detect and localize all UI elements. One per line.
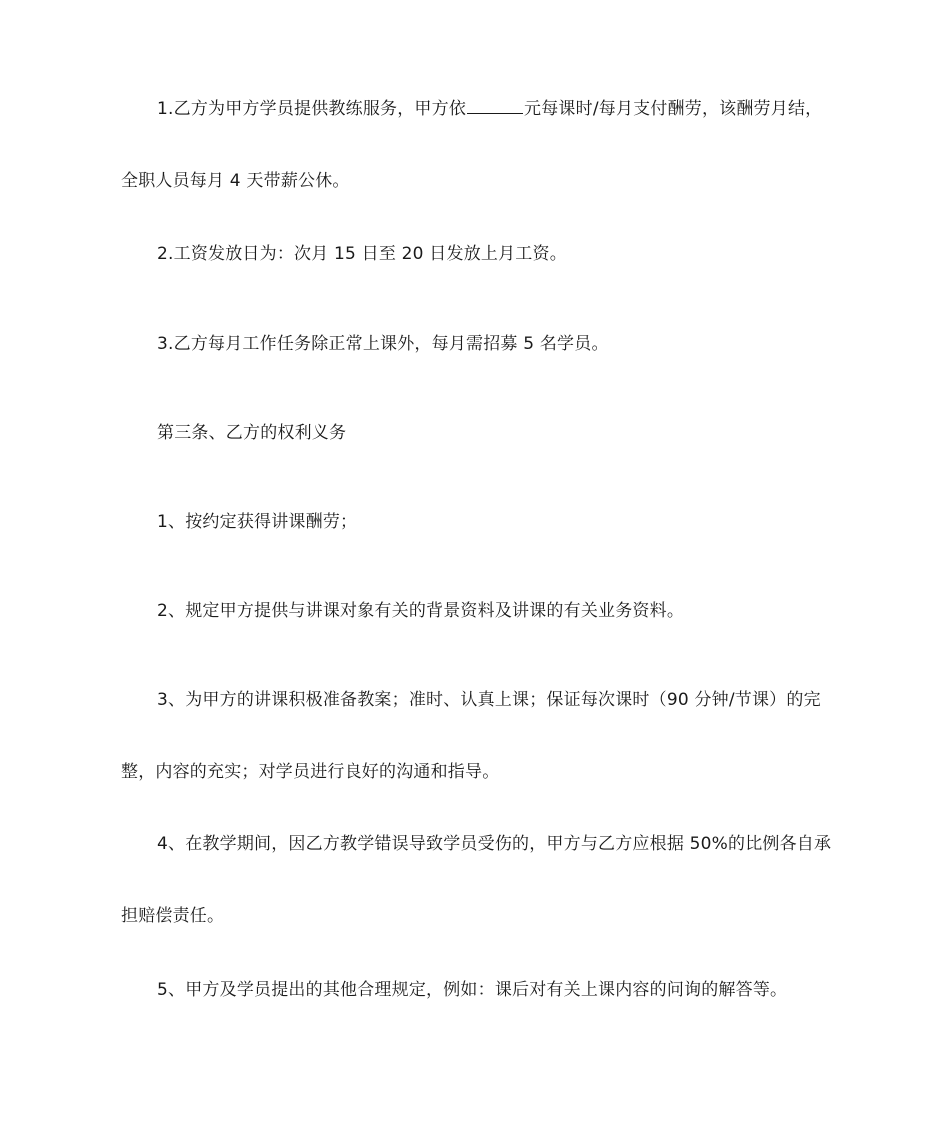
list-item-right-1: 1、按约定获得讲课酬劳； (157, 512, 358, 532)
fill-in-blank (467, 112, 523, 114)
paragraph-text-before-blank: 1.乙方为甲方学员提供教练服务，甲方依 (157, 99, 467, 119)
list-item-right-2: 2、规定甲方提供与讲课对象有关的背景资料及讲课的有关业务资料。 (157, 601, 685, 621)
paragraph-text-after-blank: 元每课时/每月支付酬劳，该酬劳月结，全职人员每月 4 天带薪公休。 (121, 99, 823, 191)
list-item-right-4: 4、在教学期间，因乙方教学错误导致学员受伤的，甲方与乙方应根据 50%的比例各自承担赔偿责任。 (121, 834, 832, 926)
section-heading-article-3: 第三条、乙方的权利义务 (157, 423, 347, 443)
paragraph-payday: 2.工资发放日为：次月 15 日至 20 日发放上月工资。 (157, 244, 567, 264)
paragraph-recruitment: 3.乙方每月工作任务除正常上课外，每月需招募 5 名学员。 (157, 334, 609, 354)
list-item-right-3: 3、为甲方的讲课积极准备教案；准时、认真上课；保证每次课时（90 分钟/节课）的完整，内容的充实；对学员进行良好的沟通和指导。 (121, 690, 821, 782)
paragraph-compensation (121, 73, 833, 217)
list-item-right-5: 5、甲方及学员提出的其他合理规定，例如：课后对有关上课内容的问询的解答等。 (157, 980, 788, 1000)
